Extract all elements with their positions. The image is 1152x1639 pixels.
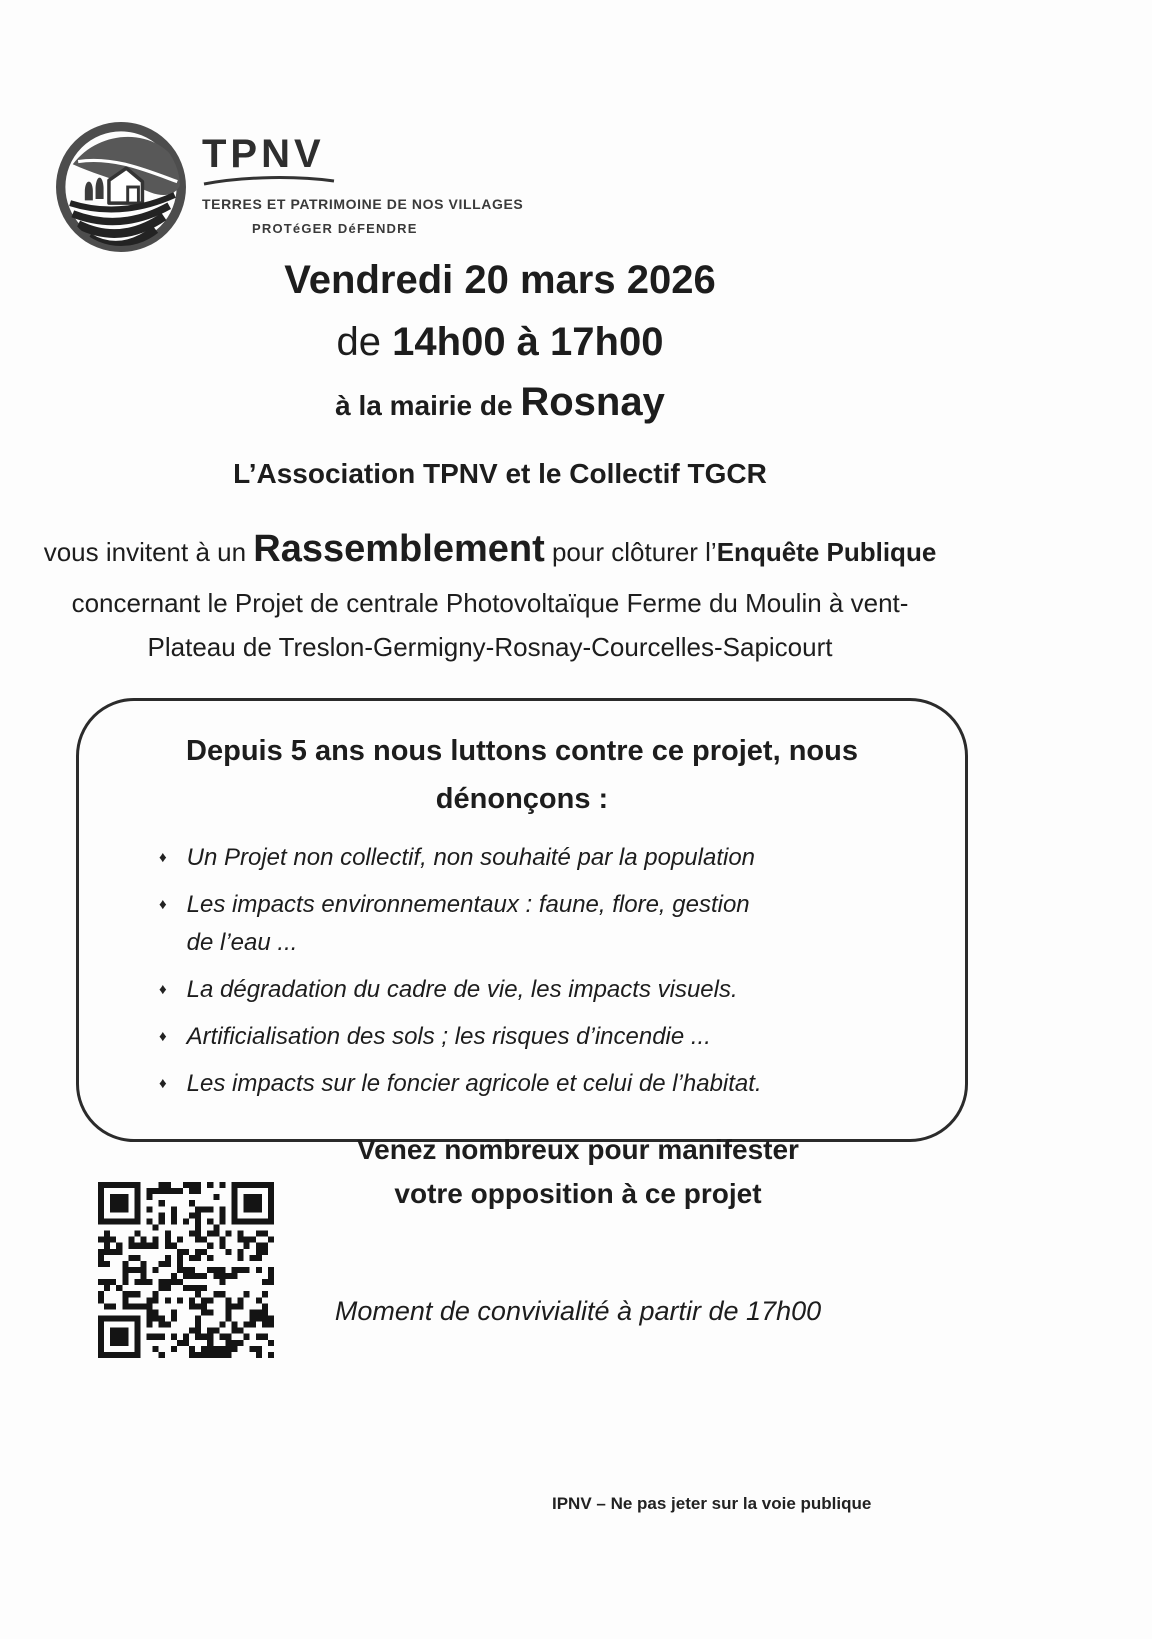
claim-item <box>159 1018 909 1056</box>
claim-item <box>159 839 909 877</box>
event-header <box>0 256 1000 426</box>
organizers-line: L’Association TPNV et le Collectif TGCR <box>233 458 767 489</box>
claim-text: La dégradation du cadre de vie, les impacts visuels. <box>186 976 738 1003</box>
logo-text <box>202 120 523 254</box>
claim-item <box>159 1065 909 1103</box>
claim-text: Artificialisation des sols ; les risques d’incendie ... <box>186 1023 711 1050</box>
diamond-bullet-icon: ♦ <box>159 1028 167 1045</box>
claim-text: Un Projet non collectif, non souhaité par la population <box>186 844 756 871</box>
logo <box>54 120 523 254</box>
event-place-prefix: à la mairie de <box>335 390 521 421</box>
footer-note: IPNV – Ne pas jeter sur la voie publique <box>552 1494 872 1513</box>
invitation-mid: pour clôturer l’ <box>544 537 717 567</box>
invitation-paragraph <box>0 520 980 669</box>
claim-text: Les impacts sur le foncier agricole et celui de l’habitat. <box>186 1070 762 1097</box>
logo-acronym: TPNV <box>202 132 325 176</box>
logo-org-name: TERRES ET PATRIMOINE DE NOS VILLAGES <box>202 196 524 212</box>
event-date: Vendredi 20 mars 2026 <box>284 258 716 302</box>
diamond-bullet-icon: ♦ <box>159 849 167 866</box>
claim-text: de l’eau ... <box>186 929 298 956</box>
logo-underline-swoosh-icon <box>202 176 336 186</box>
invitation-line-1 <box>0 520 980 581</box>
cta-line-2: votre opposition à ce projet <box>394 1178 762 1209</box>
invitation-highlight: Rassemblement <box>253 528 545 570</box>
claim-text: Les impacts environnementaux : faune, flore, gestion <box>186 891 750 918</box>
diamond-bullet-icon: ♦ <box>159 981 167 998</box>
invitation-bold-end: Enquête Publique <box>716 537 937 567</box>
event-time-prefix: de <box>336 320 393 364</box>
claims-heading: Depuis 5 ans nous luttons contre ce projet, nous dénonçons : <box>186 735 858 815</box>
claim-item <box>159 886 909 962</box>
cta-line-1: Venez nombreux pour manifester <box>357 1134 799 1165</box>
invitation-line-3: Plateau de Treslon-Germigny-Rosnay-Courcelles-Sapicourt <box>147 632 833 662</box>
event-place <box>0 378 1000 426</box>
qr-code <box>98 1182 274 1358</box>
diamond-bullet-icon: ♦ <box>159 896 167 913</box>
diamond-bullet-icon: ♦ <box>159 1075 167 1092</box>
claims-list <box>135 839 909 1103</box>
convivialite-note: Moment de convivialité à partir de 17h00 <box>334 1296 822 1326</box>
claims-box <box>76 698 968 1142</box>
event-time <box>0 318 1000 366</box>
tpnv-emblem-icon <box>54 120 188 254</box>
logo-tagline: PROTéGER DéFENDRE <box>252 221 418 236</box>
event-time-range: 14h00 à 17h00 <box>392 320 664 364</box>
event-place-name: Rosnay <box>520 380 665 424</box>
invitation-pre: vous invitent à un <box>43 537 254 567</box>
invitation-line-2: concernant le Projet de centrale Photovoltaïque Ferme du Moulin à vent- <box>71 588 909 618</box>
claim-item <box>159 971 909 1009</box>
cta-block <box>298 1128 858 1216</box>
